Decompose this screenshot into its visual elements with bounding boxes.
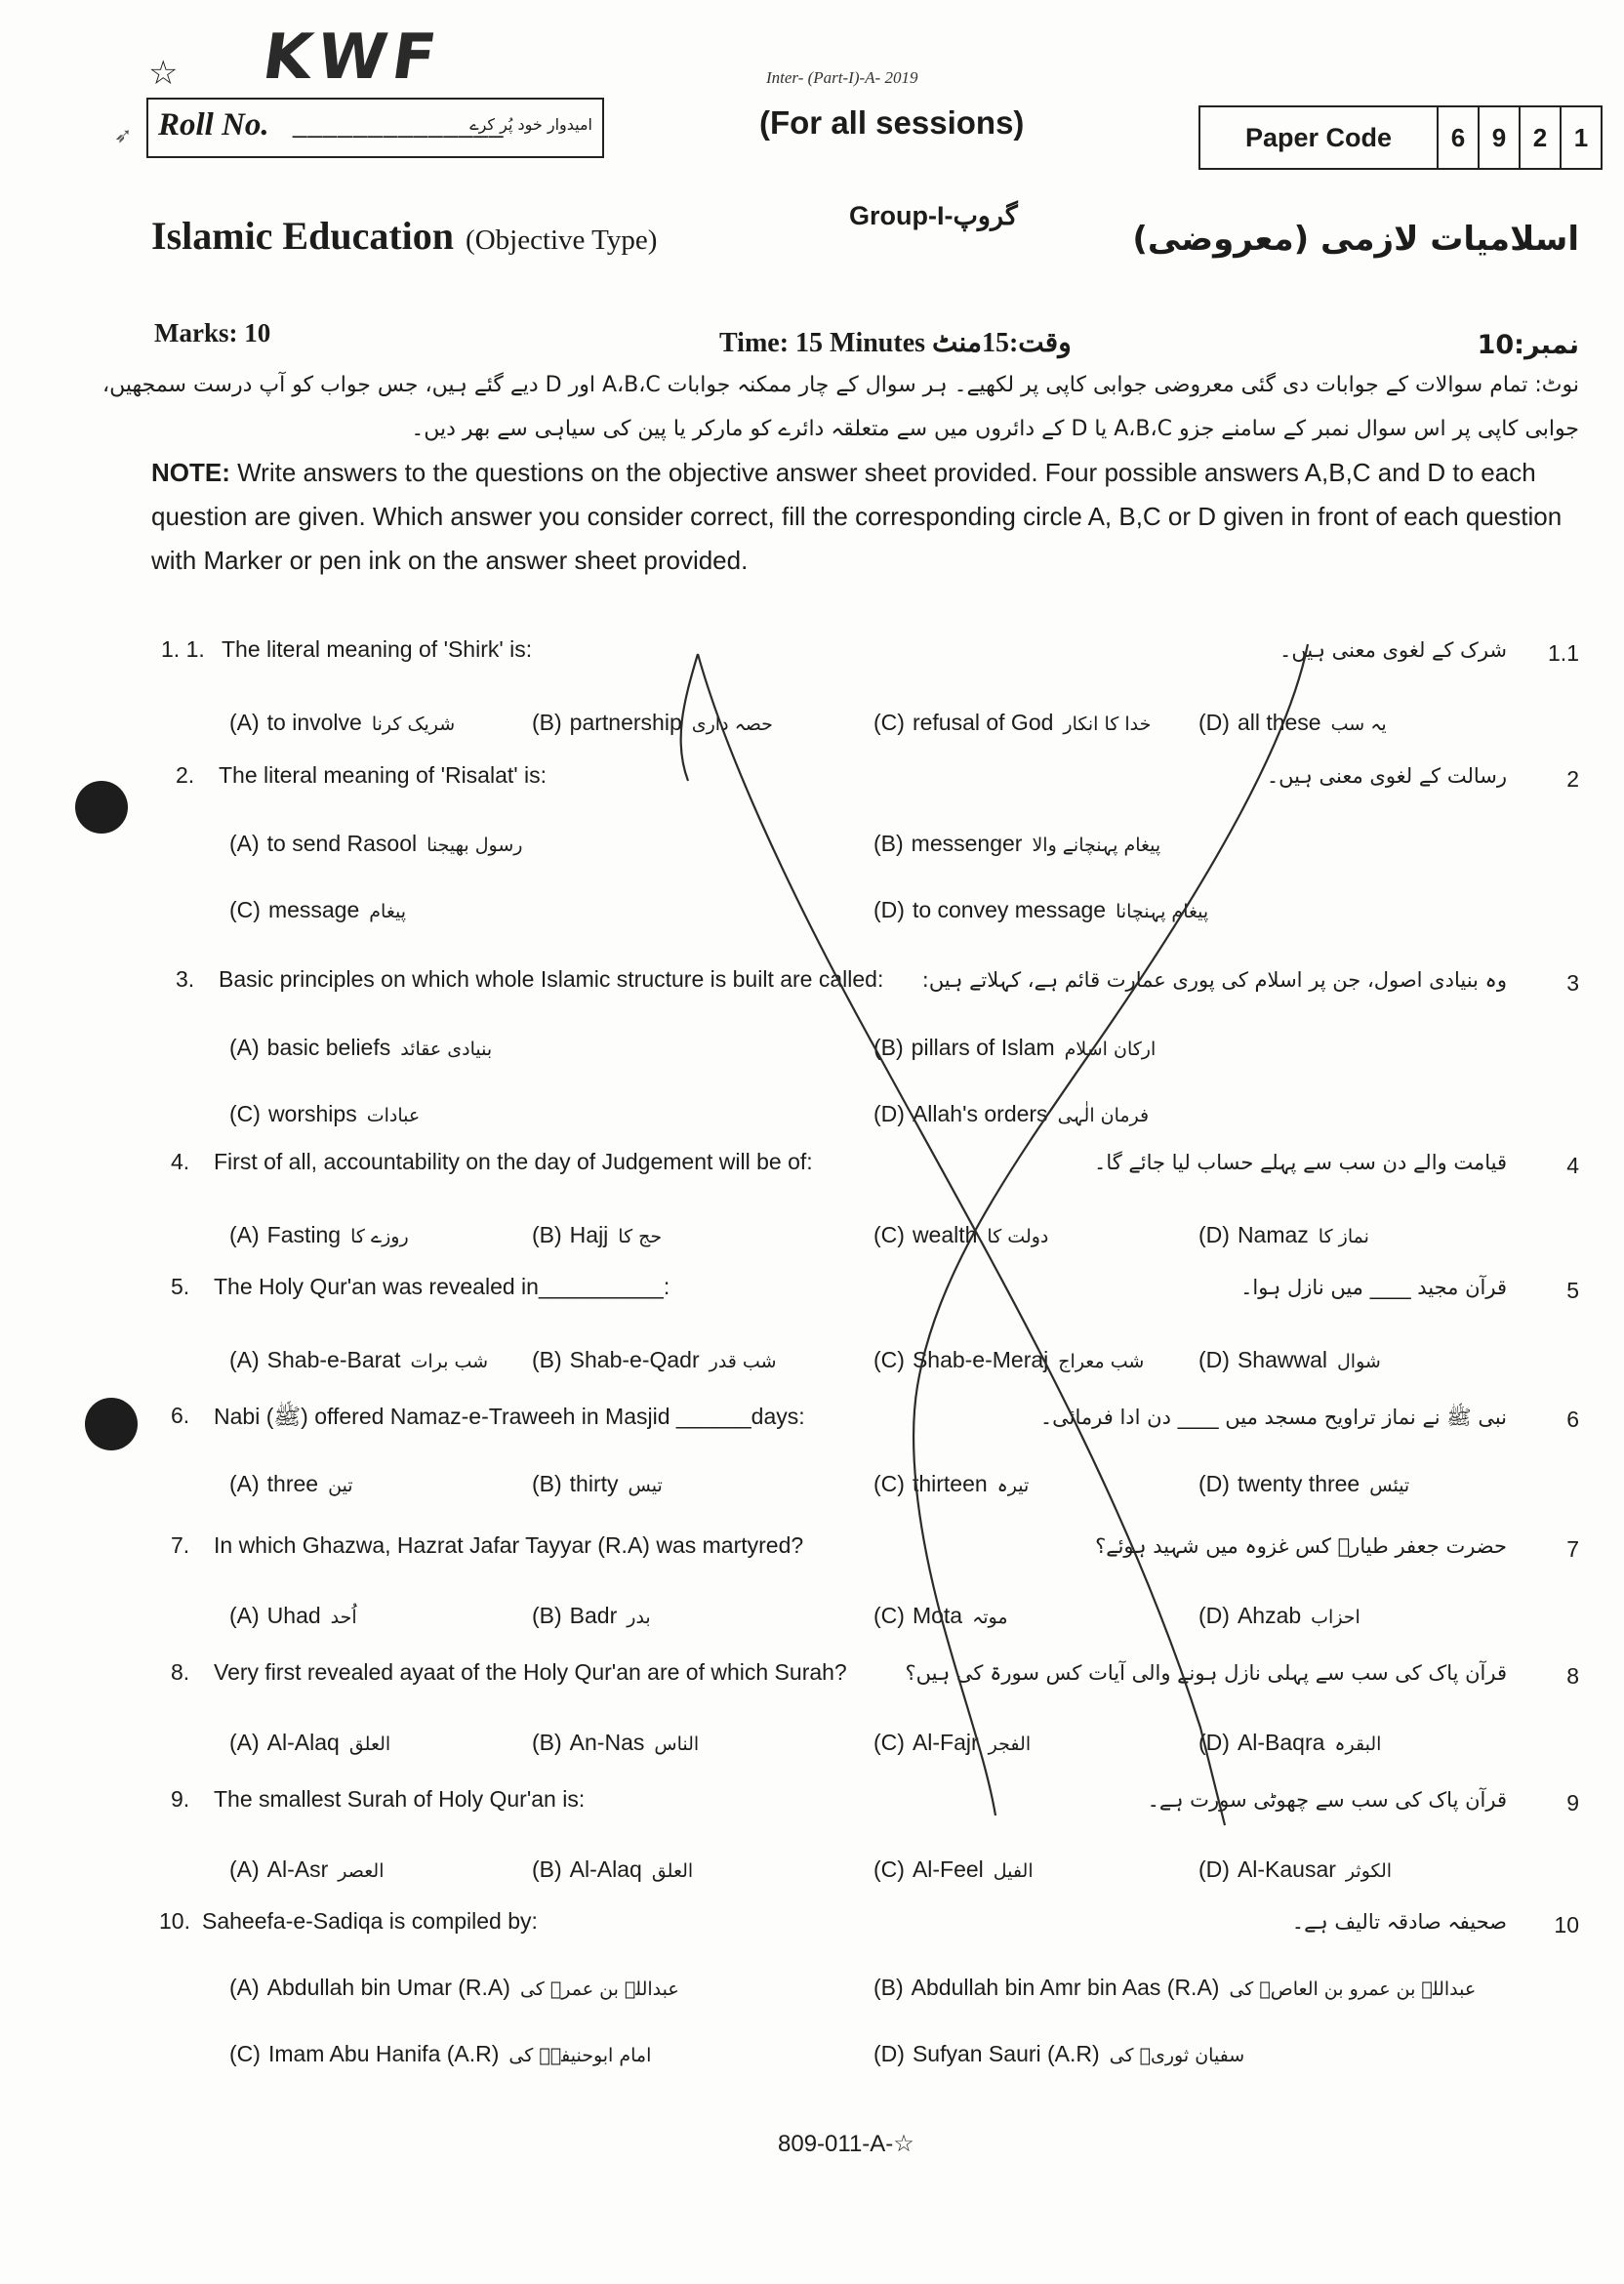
option-text-urdu: عبادات	[366, 1105, 421, 1126]
option-text-urdu: سفیان ثوریؒ کی	[1109, 2045, 1245, 2066]
question-text-urdu: قرآن مجید ____ میں نازل ہوا۔	[1240, 1276, 1507, 1299]
question-text-urdu: قرآن پاک کی سب سے چھوٹی سورت ہے۔	[1147, 1788, 1507, 1812]
option-text-urdu: الفیل	[993, 1860, 1034, 1882]
question-number: 7.	[171, 1532, 190, 1558]
option-letter: (D)	[873, 897, 905, 922]
option-text: Shawwal	[1237, 1347, 1327, 1372]
question-number: 2.	[176, 762, 195, 788]
option-text-urdu: شب برات	[410, 1351, 489, 1372]
question-number: 1. 1.	[161, 636, 205, 662]
option-text-urdu: الکوثر	[1345, 1860, 1393, 1882]
option-letter: (B)	[873, 1035, 904, 1060]
option-text: message	[267, 897, 360, 922]
option-text: wealth	[912, 1222, 978, 1247]
question-number-urdu: 6	[1566, 1407, 1579, 1432]
option-letter: (A)	[229, 1035, 260, 1060]
option-text: twenty three	[1237, 1471, 1360, 1496]
handwritten-code: KWF	[258, 21, 447, 94]
question-number: 9.	[171, 1786, 190, 1812]
option-letter: (C)	[873, 1856, 905, 1882]
option-text: Sufyan Sauri (A.R)	[912, 2041, 1100, 2066]
option-text: basic beliefs	[266, 1035, 391, 1060]
question-text-urdu: شرک کے لغوی معنی ہیں۔	[1279, 638, 1507, 662]
option-letter: (C)	[873, 710, 905, 735]
option-text: Mota	[912, 1603, 963, 1628]
question-number-urdu: 7	[1566, 1536, 1579, 1562]
option-letter: (B)	[532, 1347, 562, 1372]
option-text: messenger	[911, 831, 1023, 856]
option-letter: (A)	[229, 1471, 260, 1496]
question-text: First of all, accountability on the day of Judgement will be of:	[214, 1149, 813, 1174]
question-text-urdu: قرآن پاک کی سب سے پہلی نازل ہونے والی آیات کس سورۃ کی ہیں؟	[905, 1661, 1507, 1685]
option-letter: (D)	[1198, 1222, 1230, 1247]
option-text-urdu: شب معراج	[1058, 1351, 1145, 1372]
option-text: Al-Alaq	[569, 1856, 642, 1882]
option-text-urdu: احزاب	[1311, 1607, 1360, 1628]
option-letter: (D)	[1198, 1471, 1230, 1496]
option-text: Badr	[569, 1603, 618, 1628]
option-text-urdu: تیرہ	[996, 1475, 1030, 1496]
question-number: 3.	[176, 966, 195, 992]
option-letter: (C)	[873, 1471, 905, 1496]
option-letter: (B)	[873, 831, 904, 856]
urdu-note-line-2: جوابی کاپی پر اس سوال نمبر کے سامنے جزو A،B،C یا D کے دائروں میں سے متعلقہ دائرے کو مارکر یا پین کی سیاہی سے بھر دیں۔	[411, 417, 1579, 441]
question-number: 4.	[171, 1149, 190, 1174]
option-text-urdu: پیغام پہنچانا	[1116, 901, 1209, 922]
option-text-urdu: البقرہ	[1334, 1733, 1382, 1755]
option-text-urdu: پیغام پہنچانے والا	[1032, 835, 1161, 856]
option-text: to convey message	[912, 897, 1107, 922]
marks-label: Marks: 10	[154, 318, 271, 347]
option-text-urdu: العصر	[338, 1860, 385, 1882]
option-text: Al-Feel	[912, 1856, 984, 1882]
option-text-urdu: فرمان الٰہی	[1057, 1105, 1150, 1126]
option-letter: (D)	[1198, 1730, 1230, 1755]
question-number-urdu: 5	[1566, 1278, 1579, 1303]
option-letter: (D)	[1198, 1603, 1230, 1628]
option-letter: (C)	[229, 2041, 261, 2066]
subject-title-urdu: اسلامیات لازمی (معروضی)	[1132, 220, 1579, 259]
option-text-urdu: حصہ داری	[691, 714, 773, 735]
option-text: to involve	[266, 710, 362, 735]
option-letter: (D)	[1198, 1347, 1230, 1372]
option-text: partnership	[569, 710, 682, 735]
option-text: refusal of God	[912, 710, 1054, 735]
option-letter: (D)	[873, 2041, 905, 2066]
option-text-urdu: تیئس	[1369, 1475, 1410, 1496]
option-letter: (C)	[229, 897, 261, 922]
option-text-urdu: بدر	[627, 1607, 651, 1628]
question-number-urdu: 2	[1566, 766, 1579, 792]
question-number: 6.	[171, 1403, 190, 1428]
question-text: In which Ghazwa, Hazrat Jafar Tayyar (R.A) was martyred?	[214, 1532, 804, 1558]
option-letter: (C)	[873, 1603, 905, 1628]
option-text: three	[266, 1471, 319, 1496]
option-text: Abdullah bin Umar (R.A)	[266, 1975, 510, 2000]
question-text: The Holy Qur'an was revealed in__________:	[214, 1274, 670, 1299]
option-letter: (B)	[873, 1975, 904, 2000]
option-letter: (A)	[229, 1730, 260, 1755]
option-text-urdu: تیس	[628, 1475, 663, 1496]
option-letter: (B)	[532, 1856, 562, 1882]
question-number-urdu: 4	[1566, 1153, 1579, 1178]
arrow-mark: ➶	[114, 123, 133, 147]
option-text-urdu: یہ سب	[1330, 714, 1387, 735]
option-text-urdu: شوال	[1336, 1351, 1381, 1372]
question-text-urdu: وہ بنیادی اصول، جن پر اسلام کی پوری عمارت قائم ہے، کہلاتے ہیں:	[921, 968, 1507, 992]
option-letter: (A)	[229, 1603, 260, 1628]
option-text-urdu: عبداللہ بن عمرؓ کی	[519, 1978, 679, 2000]
option-text-urdu: نماز کا	[1318, 1226, 1369, 1247]
question-text: Basic principles on which whole Islamic structure is built are called:	[219, 966, 884, 992]
option-text: Namaz	[1237, 1222, 1309, 1247]
option-text-urdu: العلق	[348, 1733, 391, 1755]
option-text-urdu: ارکان اسلام	[1064, 1039, 1157, 1060]
roll-blank: ______________	[293, 109, 505, 139]
option-text-urdu: تین	[328, 1475, 353, 1496]
option-text-urdu: شریک کرنا	[371, 714, 456, 735]
time-label: Time: 15 Minutes وقت:15منٹ	[719, 328, 1072, 358]
question-number: 8.	[171, 1659, 190, 1685]
option-letter: (A)	[229, 1856, 260, 1882]
option-letter: (D)	[1198, 1856, 1230, 1882]
option-text: Ahzab	[1237, 1603, 1302, 1628]
option-text-urdu: موتہ	[972, 1607, 1008, 1628]
option-text: Fasting	[266, 1222, 342, 1247]
option-letter: (B)	[532, 1471, 562, 1496]
option-letter: (C)	[873, 1347, 905, 1372]
option-text-urdu: دولت کا	[987, 1226, 1049, 1247]
option-text: thirty	[569, 1471, 619, 1496]
option-text-urdu: حج کا	[618, 1226, 663, 1247]
option-letter: (D)	[1198, 710, 1230, 735]
option-text: all these	[1237, 710, 1321, 735]
question-text-urdu: نبی ﷺ نے نماز تراویح مسجد میں ____ دن ادا فرمائی۔	[1039, 1406, 1507, 1429]
option-letter: (A)	[229, 710, 260, 735]
question-text: The smallest Surah of Holy Qur'an is:	[214, 1786, 586, 1812]
urdu-note-line-1: نوٹ: تمام سوالات کے جوابات دی گئی معروضی جوابی کاپی پر لکھیے۔ ہر سوال کے چار ممکنہ جوابات A،B،C اور D دیے گئے ہیں، جس جواب کو آپ درست سمجھیں،	[102, 373, 1579, 397]
paper-code-digit: 6	[1439, 107, 1480, 168]
option-text-urdu: الفجر	[988, 1733, 1032, 1755]
option-text-urdu: شب قدر	[709, 1351, 777, 1372]
paper-code-digit: 9	[1480, 107, 1521, 168]
option-text: Abdullah bin Amr bin Aas (R.A)	[911, 1975, 1220, 2000]
option-text-urdu: پیغام	[369, 901, 407, 922]
option-text: to send Rasool	[266, 831, 418, 856]
roll-urdu: امیدوار خود پُر کرے	[469, 115, 592, 134]
group-label: Group-I-گروپ	[849, 201, 1018, 230]
question-text-urdu: قیامت والے دن سب سے پہلے حساب لیا جائے گا۔	[1094, 1151, 1507, 1174]
option-letter: (D)	[873, 1101, 905, 1126]
subject-type: (Objective Type)	[466, 224, 658, 256]
option-text-urdu: روزے کا	[350, 1226, 409, 1247]
option-text: An-Nas	[569, 1730, 645, 1755]
option-text-urdu: خدا کا انکار	[1063, 714, 1152, 735]
question-text: The literal meaning of 'Risalat' is:	[219, 762, 548, 788]
option-text-urdu: اُحد	[330, 1607, 357, 1628]
roll-label: Roll No.	[158, 107, 269, 143]
question-text-urdu: رسالت کے لغوی معنی ہیں۔	[1266, 764, 1507, 788]
question-text: Saheefa-e-Sadiqa is compiled by:	[202, 1908, 538, 1934]
question-number-urdu: 10	[1554, 1912, 1579, 1937]
option-text: worships	[267, 1101, 357, 1126]
option-text: Allah's orders	[912, 1101, 1048, 1126]
option-text: Al-Fajr	[912, 1730, 979, 1755]
question-text: Nabi (ﷺ) offered Namaz-e-Traweeh in Masjid ______days:	[214, 1404, 805, 1429]
option-text: Al-Kausar	[1237, 1856, 1336, 1882]
option-letter: (A)	[229, 1347, 260, 1372]
question-text-urdu: صحیفہ صادقہ تالیف ہے۔	[1291, 1910, 1507, 1934]
question-text-urdu: حضرت جعفر طیارؓ کس غزوہ میں شہید ہوئے؟	[1095, 1534, 1507, 1558]
question-text: Very first revealed ayaat of the Holy Qur'an are of which Surah?	[214, 1659, 847, 1685]
note-label: NOTE:	[151, 458, 230, 487]
option-text-urdu: امام ابوحنیفہؒ کی	[508, 2045, 652, 2066]
option-letter: (B)	[532, 710, 562, 735]
option-text: Al-Alaq	[266, 1730, 340, 1755]
option-text: pillars of Islam	[911, 1035, 1055, 1060]
option-letter: (A)	[229, 1222, 260, 1247]
option-text: Shab-e-Meraj	[912, 1347, 1049, 1372]
question-number: 5.	[171, 1274, 190, 1299]
option-letter: (C)	[873, 1222, 905, 1247]
paper-code-digit: 1	[1573, 122, 1589, 152]
paper-code-label: Paper Code	[1200, 107, 1439, 168]
star-icon: ☆	[148, 55, 179, 92]
option-text-urdu: عبداللہ بن عمرو بن العاصؓ کی	[1229, 1978, 1477, 2000]
footer-code: 809-011-A-☆	[778, 2131, 914, 2157]
subject-name: Islamic Education	[151, 214, 455, 258]
option-text-urdu: الناس	[654, 1733, 700, 1755]
option-letter: (B)	[532, 1222, 562, 1247]
question-number-urdu: 3	[1566, 970, 1579, 996]
marks-urdu: نمبر:10	[1477, 330, 1579, 360]
option-letter: (C)	[229, 1101, 261, 1126]
exam-subtitle: Inter- (Part-I)-A- 2019	[766, 68, 918, 87]
option-text-urdu: رسول بھیجنا	[426, 835, 523, 856]
option-letter: (B)	[532, 1730, 562, 1755]
question-number-urdu: 1.1	[1548, 640, 1579, 666]
option-text: Shab-e-Qadr	[569, 1347, 700, 1372]
paper-code-digit: 2	[1521, 107, 1562, 168]
note-text: Write answers to the questions on the objective answer sheet provided. Four possible answers A,B,C and D to each question are given. Which answer you consider correct, fill the corresponding circle A, B,C or D given in front of each question with Marker or pen ink on the answer sheet provided.	[151, 458, 1563, 575]
sessions-label: (For all sessions)	[759, 104, 1025, 141]
option-text-urdu: بنیادی عقائد	[400, 1039, 493, 1060]
option-text: Al-Baqra	[1237, 1730, 1325, 1755]
question-number-urdu: 8	[1566, 1663, 1579, 1689]
option-letter: (A)	[229, 1975, 260, 2000]
option-text: thirteen	[912, 1471, 988, 1496]
question-number-urdu: 9	[1566, 1790, 1579, 1815]
option-letter: (B)	[532, 1603, 562, 1628]
option-text: Shab-e-Barat	[266, 1347, 401, 1372]
option-text: Al-Asr	[266, 1856, 329, 1882]
option-text: Imam Abu Hanifa (A.R)	[267, 2041, 500, 2066]
option-letter: (A)	[229, 831, 260, 856]
option-text-urdu: العلق	[651, 1860, 694, 1882]
option-letter: (C)	[873, 1730, 905, 1755]
option-text: Hajj	[569, 1222, 609, 1247]
option-text: Uhad	[266, 1603, 321, 1628]
question-text: The literal meaning of 'Shirk' is:	[222, 636, 533, 662]
question-number: 10.	[159, 1908, 190, 1934]
